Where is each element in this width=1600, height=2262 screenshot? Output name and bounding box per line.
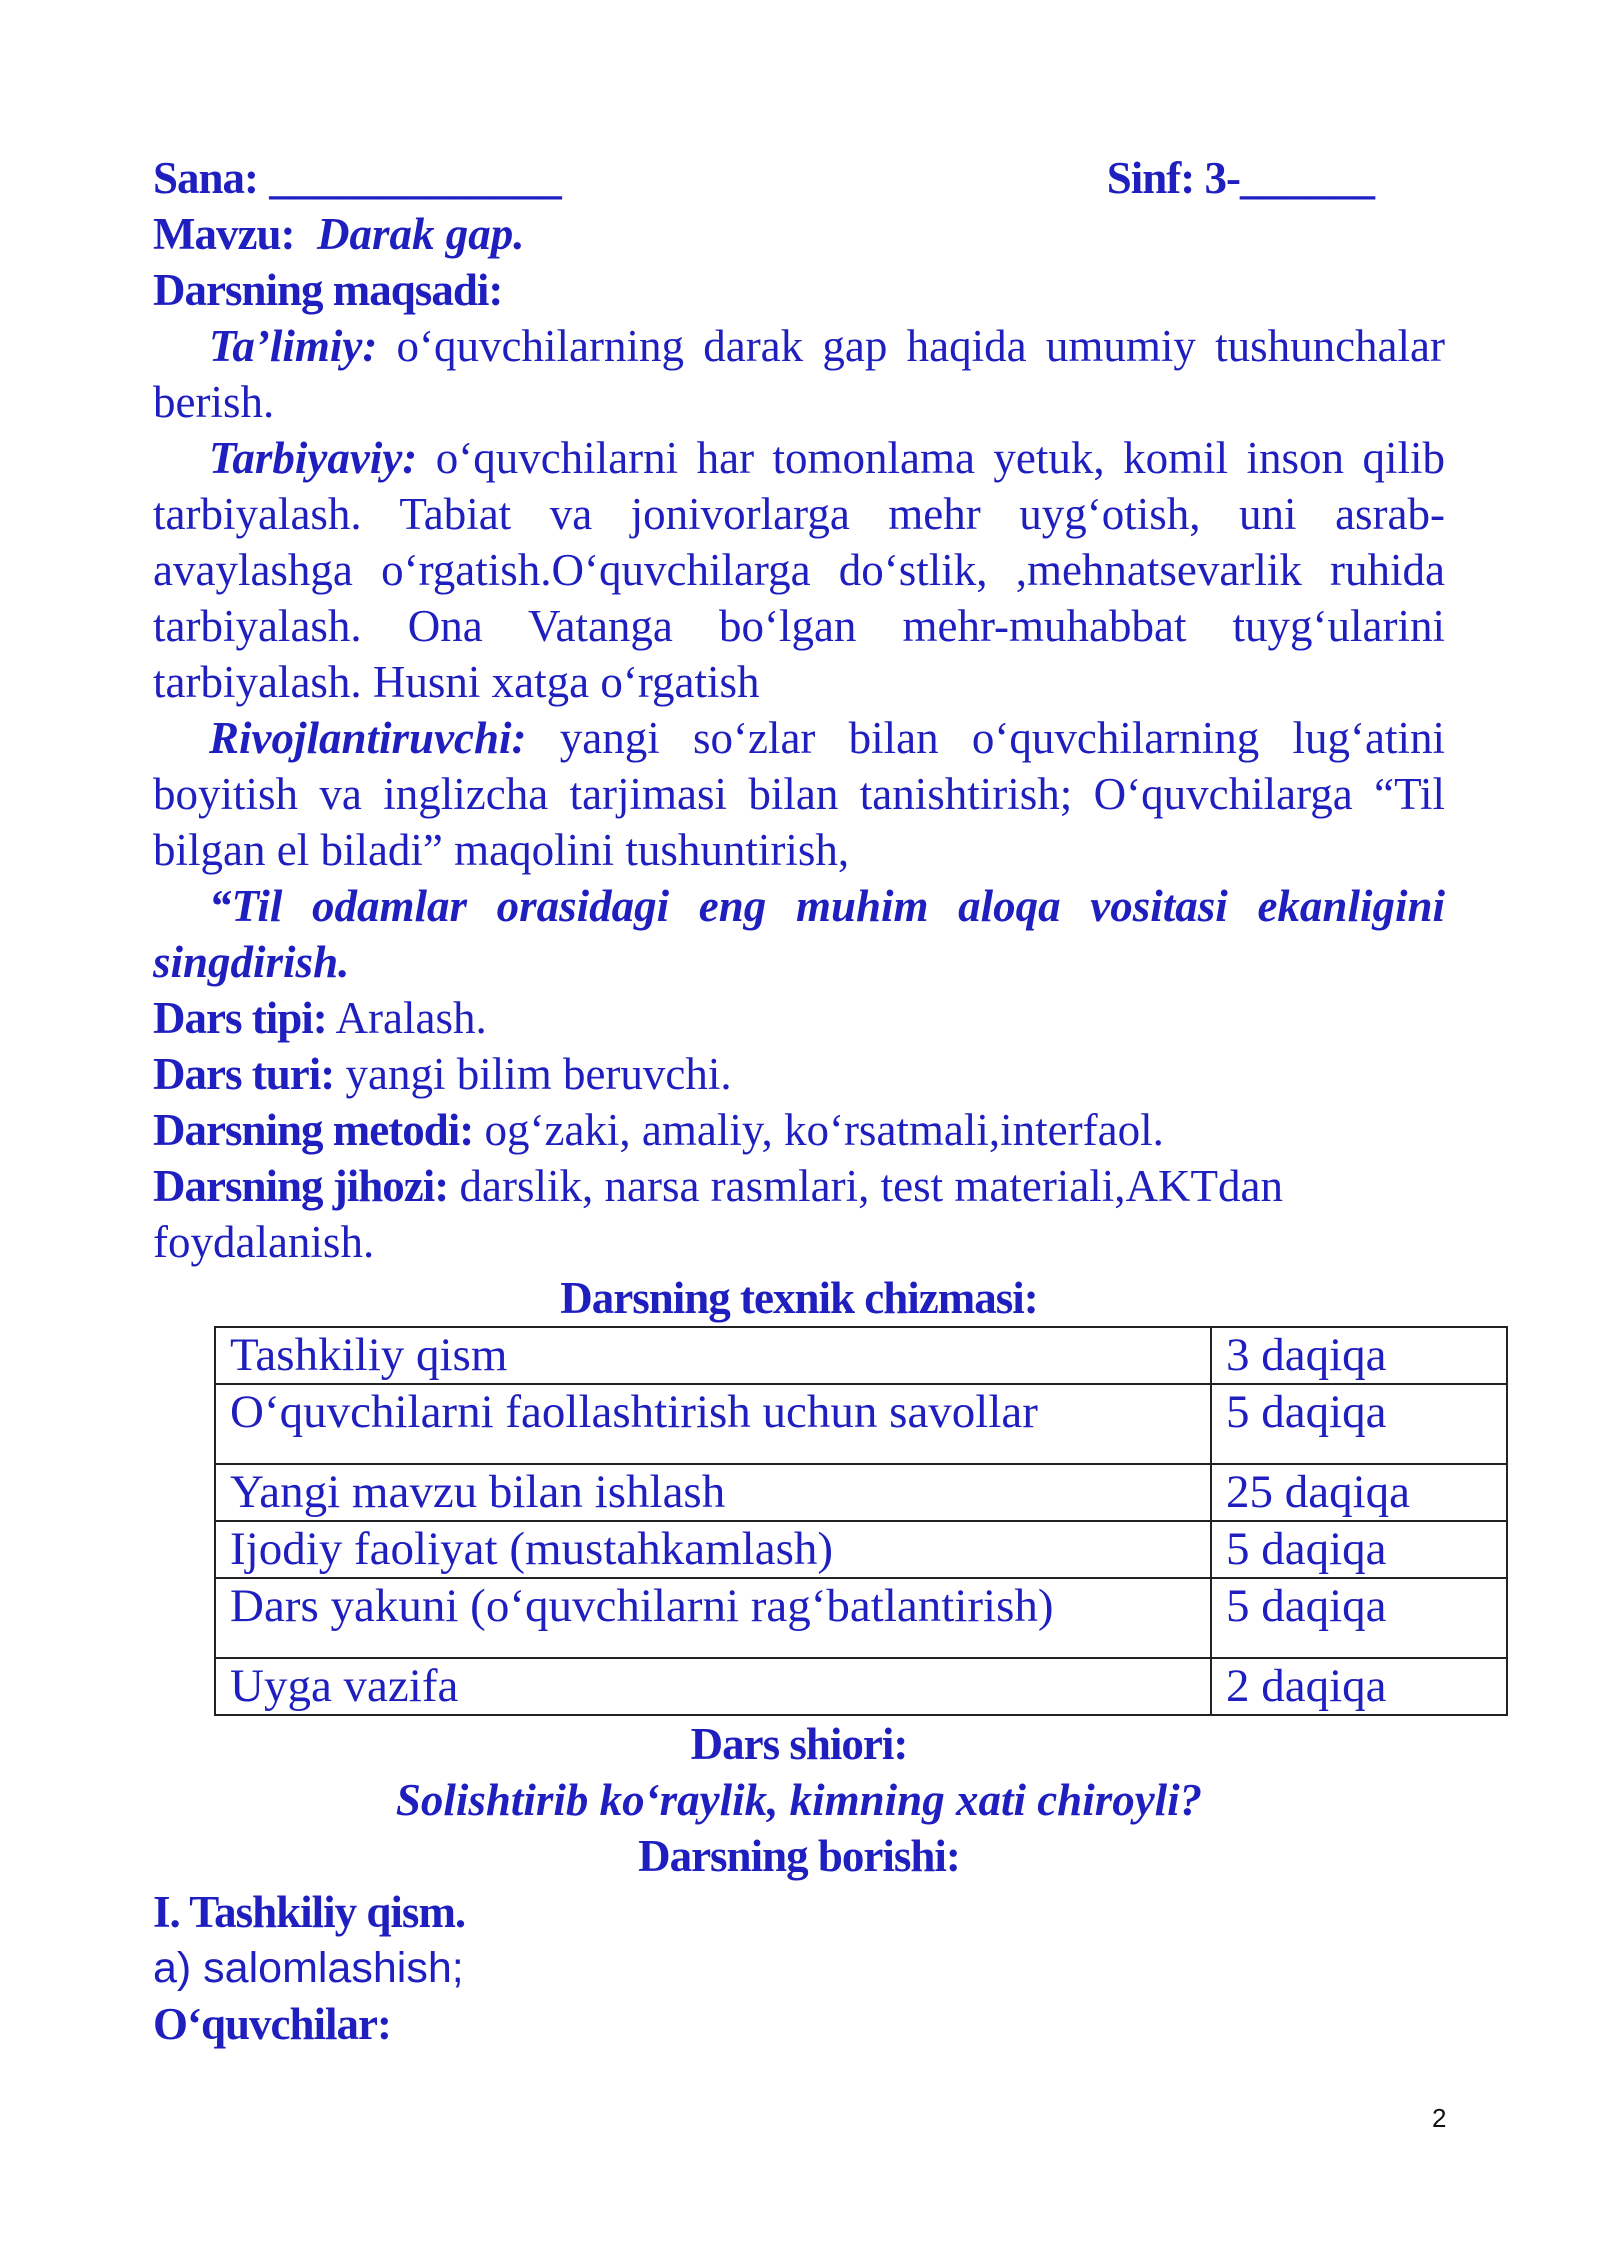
talimiy-label: Ta’limiy: bbox=[209, 321, 378, 371]
talimiy-paragraph bbox=[153, 318, 1445, 430]
rivojlantiruvchi-label: Rivojlantiruvchi: bbox=[209, 713, 527, 763]
metodi-label: Darsning metodi: bbox=[153, 1105, 474, 1155]
stage-cell: O‘quvchilarni faollashtirish uchun savollar bbox=[215, 1384, 1211, 1464]
dars-turi-value: yangi bilim beruvchi. bbox=[334, 1049, 732, 1099]
mavzu-label: Mavzu: bbox=[153, 209, 295, 259]
list-item: a) salomlashish; bbox=[153, 1944, 464, 1992]
dars-turi-line bbox=[153, 1046, 1445, 1102]
metodi-value: og‘zaki, amaliy, ko‘rsatmali,interfaol. bbox=[473, 1105, 1164, 1155]
tarbiyaviy-paragraph bbox=[153, 430, 1445, 710]
quote-paragraph: “Til odamlar orasidagi eng muhim aloqa vositasi ekanligini singdirish. bbox=[153, 881, 1445, 987]
section-heading: I. Tashkiliy qism. bbox=[153, 1887, 466, 1937]
time-cell: 3 daqiqa bbox=[1211, 1327, 1507, 1384]
shior-text: Solishtirib ko‘raylik, kimning xati chiroyli? bbox=[395, 1775, 1203, 1825]
dars-tipi-line bbox=[153, 990, 1445, 1046]
plan-heading: Darsning texnik chizmasi: bbox=[560, 1273, 1038, 1323]
table-row bbox=[215, 1327, 1507, 1384]
lesson-plan bbox=[153, 150, 1445, 2052]
table-row bbox=[215, 1464, 1507, 1521]
mavzu-line bbox=[153, 206, 1445, 262]
dars-tipi-value: Aralash. bbox=[326, 993, 487, 1043]
stage-cell: Uyga vazifa bbox=[215, 1658, 1211, 1715]
rivojlantiruvchi-paragraph bbox=[153, 710, 1445, 878]
lesson-plan-table bbox=[214, 1326, 1508, 1716]
shior-heading: Dars shiori: bbox=[690, 1719, 908, 1769]
dars-turi-label: Dars turi: bbox=[153, 1049, 335, 1099]
tarbiyaviy-text: o‘quvchilarni har tomonlama yetuk, komil inson qilib tarbiyalash. Tabiat va jonivorlarga mehr uyg‘otish, uni asrab-avaylashga o‘rgatish.O‘quvchilarga do‘stlik, ,mehnatsevarlik ruhida tarbiyalash. Ona Vatanga bo‘lgan mehr-muhabbat tuyg‘ularini tarbiyalash. Husni xatga o‘rgatish bbox=[153, 433, 1445, 707]
borishi-heading: Darsning borishi: bbox=[638, 1831, 960, 1881]
table-row bbox=[215, 1658, 1507, 1715]
sinf-blank: ______ bbox=[1240, 153, 1375, 203]
rivojlantiruvchi-text: yangi so‘zlar bilan o‘quvchilarning lug‘atini boyitish va inglizcha tarjimasi bilan tanishtirish; O‘quvchilarga “Til bilgan el biladi” maqolini tushuntirish, bbox=[153, 713, 1445, 875]
stage-cell: Ijodiy faoliyat (mustahkamlash) bbox=[215, 1521, 1211, 1578]
dars-tipi-label: Dars tipi: bbox=[153, 993, 327, 1043]
sana-field bbox=[153, 150, 562, 206]
table-row bbox=[215, 1384, 1507, 1464]
table-row bbox=[215, 1521, 1507, 1578]
maqsad-heading: Darsning maqsadi: bbox=[153, 265, 503, 315]
stage-cell: Tashkiliy qism bbox=[215, 1327, 1211, 1384]
sana-blank: _____________ bbox=[269, 153, 562, 203]
time-cell: 5 daqiqa bbox=[1211, 1384, 1507, 1464]
jihozi-line bbox=[153, 1158, 1445, 1270]
page-number: 2 bbox=[1432, 2103, 1447, 2133]
header-line bbox=[153, 150, 1445, 206]
mavzu-value: Darak gap. bbox=[316, 209, 525, 259]
jihozi-value: darslik, narsa rasmlari, test materiali,AKTdan foydalanish. bbox=[153, 1161, 1283, 1267]
time-cell: 25 daqiqa bbox=[1211, 1464, 1507, 1521]
talimiy-text: o‘quvchilarning darak gap haqida umumiy tushunchalar berish. bbox=[153, 321, 1445, 427]
time-cell: 5 daqiqa bbox=[1211, 1578, 1507, 1658]
jihozi-label: Darsning jihozi: bbox=[153, 1161, 449, 1211]
stage-cell: Yangi mavzu bilan ishlash bbox=[215, 1464, 1211, 1521]
sinf-field bbox=[1107, 150, 1375, 206]
table-row bbox=[215, 1578, 1507, 1658]
stage-cell: Dars yakuni (o‘quvchilarni rag‘batlantirish) bbox=[215, 1578, 1211, 1658]
time-cell: 2 daqiqa bbox=[1211, 1658, 1507, 1715]
tarbiyaviy-label: Tarbiyaviy: bbox=[209, 433, 418, 483]
oquvchilar-label: O‘quvchilar: bbox=[153, 1999, 392, 2049]
time-cell: 5 daqiqa bbox=[1211, 1521, 1507, 1578]
sana-label: Sana: bbox=[153, 153, 259, 203]
metodi-line bbox=[153, 1102, 1445, 1158]
sinf-label: Sinf: 3- bbox=[1106, 153, 1240, 203]
